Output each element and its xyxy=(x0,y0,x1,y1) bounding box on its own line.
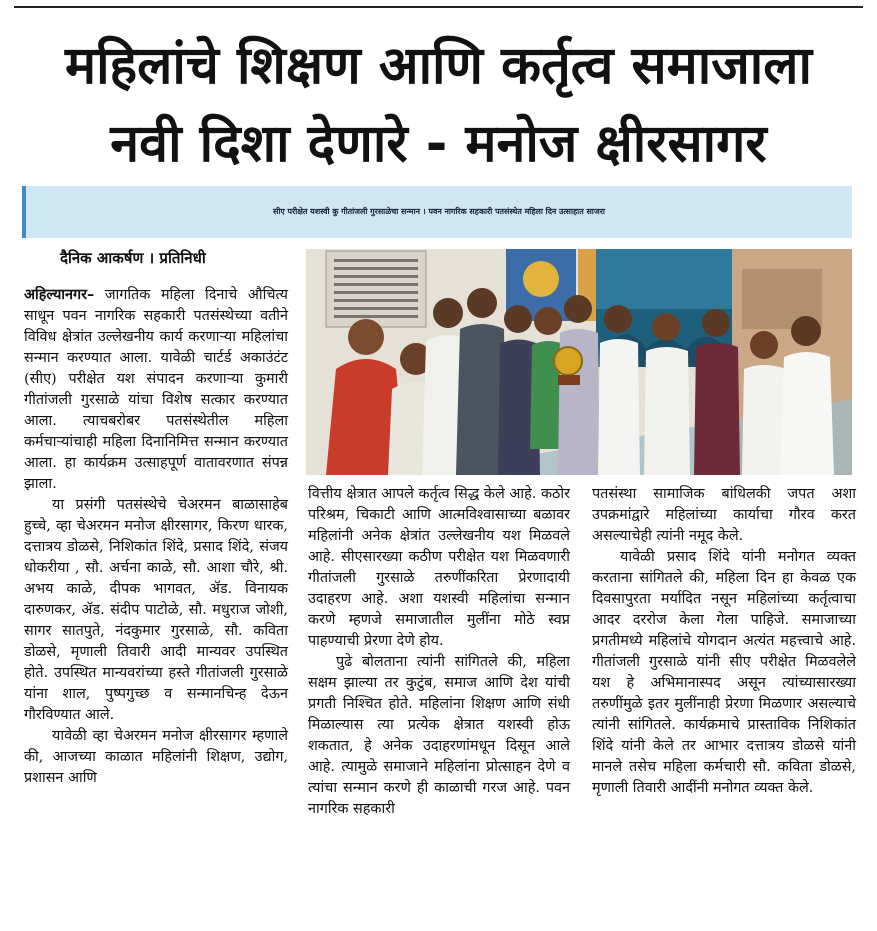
paragraph: पुढे बोलताना त्यांनी सांगितले की, महिला सक्षम झाल्या तर कुटुंब, समाज आणि देश यांची प्रगती निश्चित होते. महिलांना शिक्षण आणि संधी मिळाल्यास त्या प्रत्येक क्षेत्रात यशस्वी होऊ शकतात, हे अनेक उदाहरणांमधून दिसून आले आहे. त्यामुळे समाजाने महिलांना प्रोत्साहन देणे व त्यांचा सन्मान करणे ही काळाची गरज आहे. पवन नागरिक सहकारी xyxy=(308,654,570,817)
article-column-1 xyxy=(24,285,288,789)
top-rule xyxy=(14,6,863,8)
dateline: अहिल्यानगर– xyxy=(24,287,95,303)
subheadline: सीए परीक्षेत यशस्वी कु गीतांजली गुरसाळेचा सन्मान । पवन नागरिक सहकारी पतसंस्थेत महिला दिन उत्साहात साजरा xyxy=(273,207,605,216)
paragraph: यावेळी व्हा चेअरमन मनोज क्षीरसागर म्हणाले की, आजच्या काळात महिलांनी शिक्षण, उद्योग, प्रशासन आणि xyxy=(24,728,288,786)
headline-line-2: नवी दिशा देणारे - मनोज क्षीरसागर xyxy=(110,114,767,174)
paragraph: पतसंस्था सामाजिक बांधिलकी जपत अशा उपक्रमांद्वारे महिलांच्या कार्याचा गौरव करत असल्याचेही त्यांनी नमूद केले. xyxy=(592,486,856,544)
paragraph: अहिल्यानगर– जागतिक महिला दिनाचे औचित्य साधून पवन नागरिक सहकारी पतसंस्थेच्या वतीने विविध क्षेत्रांत उल्लेखनीय कार्य करणाऱ्या महिलांचा सन्मान करण्यात आला. यावेळी चार्टर्ड अकाउंटंट (सीए) परीक्षेत यश संपादन करणाऱ्या कुमारी गीतांजली गुरसाळे यांचा विशेष सत्कार करण्यात आला. त्याचबरोबर पतसंस्थेतील महिला कर्मचाऱ्यांचाही महिला दिनानिमित्त सन्मान करण्यात आला. हा कार्यक्रम उत्साहपूर्ण वातावरणात संपन्न झाला. xyxy=(24,287,289,492)
article-column-2 xyxy=(308,484,570,820)
paragraph: यावेळी प्रसाद शिंदे यांनी मनोगत व्यक्त करताना सांगितले की, महिला दिन हा केवळ एक दिवसापुरता मर्यादित नसून महिलांच्या कर्तृत्वाचा आदर दररोज केला गेला पाहिजे. समाजाच्या प्रगतीमध्ये महिलांचे योगदान अत्यंत महत्त्वाचे आहे. गीतांजली गुरसाळे यांनी सीए परीक्षेत मिळवलेले यश हे अभिमानास्पद असून त्यांच्यासारख्या तरुणींमुळे इतर मुलींनाही प्रेरणा मिळणार असल्याचे त्यांनी सांगितले. कार्यक्रमाचे प्रास्ताविक निशिकांत शिंदे यांनी केले तर आभार दत्तात्रय डोळसे यांनी मानले तसेच महिला कर्मचारी सौ. कविता डोळसे, मृणाली तिवारी आदींनी मनोगत व्यक्त केले. xyxy=(592,549,856,796)
paragraph: या प्रसंगी पतसंस्थेचे चेअरमन बाळासाहेब हुच्चे, व्हा चेअरमन मनोज क्षीरसागर, किरण धारक, दत्तात्रय डोळसे, निशिकांत शिंदे, प्रसाद शिंदे, संजय धोकरीया , सौ. अर्चना काळे, सौ. आशा चौरे, श्री. अभय काळे, दीपक भागवत, ॲड. विनायक दारुणकर, ॲड. संदीप पाटोळे, सौ. मधुराज जोशी, सागर सातपुते, नंदकुमार गुरसाळे, सौ. कविता डोळसे, मृणाली तिवारी आदी मान्यवर उपस्थित होते. उपस्थित मान्यवरांच्या हस्ते गीतांजली गुरसाळे यांना शाल, पुष्पगुच्छ व सन्मानचिन्ह देऊन गौरविण्यात आले. xyxy=(24,497,288,723)
event-photo xyxy=(306,249,852,475)
byline: दैनिक आकर्षण । प्रतिनिधी xyxy=(60,249,206,267)
paragraph: वित्तीय क्षेत्रात आपले कर्तृत्व सिद्ध केले आहे. कठोर परिश्रम, चिकाटी आणि आत्मविश्वासाच्या बळावर महिलांनी अनेक क्षेत्रांत उल्लेखनीय यश मिळवले आहे. सीएसारख्या कठीण परीक्षेत यश मिळवणारी गीतांजली गुरसाळे तरुणींकरिता प्रेरणादायी उदाहरण आहे. अशा यशस्वी महिलांचा सन्मान करणे म्हणजे समाजातील मुलींना मोठे स्वप्न पाहण्याची प्रेरणा देणे होय. xyxy=(308,486,570,649)
subheadline-banner xyxy=(22,186,852,238)
article-column-3 xyxy=(592,484,856,799)
event-photo-image xyxy=(306,249,852,475)
headline-line-1: महिलांचे शिक्षण आणि कर्तृत्व समाजाला xyxy=(64,36,812,96)
